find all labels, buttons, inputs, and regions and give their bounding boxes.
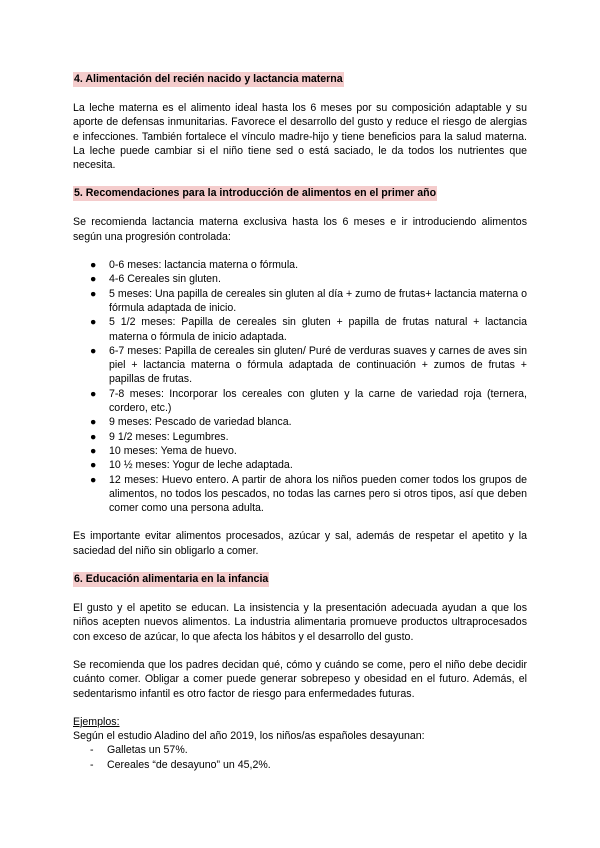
bullet-icon: ● — [90, 459, 97, 472]
list-item-text: 12 meses: Huevo entero. A partir de ahora los niños pueden comer todos los grupos de alimentos, no todos los pescados, no todas las carnes pero si otros tipos, así que deben comer como una persona adulta. — [109, 473, 527, 515]
list-item-text: 9 1/2 meses: Legumbres. — [109, 430, 229, 443]
bullet-icon: ● — [90, 473, 97, 486]
bullet-icon: ● — [90, 430, 97, 443]
list-item — [73, 315, 527, 344]
list-item — [73, 758, 527, 772]
list-item-text: 5 meses: Una papilla de cereales sin gluten al día + zumo de frutas+ lactancia materna o fórmula adaptada de inicio. — [109, 287, 527, 314]
examples-label — [73, 715, 527, 729]
list-item-text: 4-6 Cereales sin gluten. — [109, 273, 221, 286]
bullet-icon: ● — [90, 316, 97, 329]
bullet-icon: ● — [90, 287, 97, 300]
section-5-heading: 5. Recomendaciones para la introducción de alimentos en el primer año — [74, 187, 437, 200]
list-item-text: 10 meses: Yema de huevo. — [109, 444, 237, 457]
list-item — [73, 430, 527, 444]
examples-intro: Según el estudio Aladino del año 2019, los niños/as españoles desayunan: — [73, 730, 425, 743]
list-item — [73, 473, 527, 516]
section-5-closing: Es importante evitar alimentos procesados, azúcar y sal, además de respetar el apetito y la saciedad del niño sin obligarlo a comer. — [73, 530, 527, 557]
list-item-text: 9 meses: Pescado de variedad blanca. — [109, 416, 292, 429]
list-item — [73, 444, 527, 458]
list-item-text: 5 1/2 meses: Papilla de cereales sin gluten + papilla de frutas natural + lactancia materna o fórmula de inicio adaptada. — [109, 316, 527, 343]
list-item-text: Galletas un 57%. — [107, 744, 188, 757]
section-5-intro: Se recomienda lactancia materna exclusiva hasta los 6 meses e ir introduciendo alimentos según una progresión controlada: — [73, 216, 527, 243]
list-item-text: Cereales “de desayuno” un 45,2%. — [107, 758, 271, 771]
list-item — [73, 258, 527, 272]
list-item-text: 10 ½ meses: Yogur de leche adaptada. — [109, 459, 293, 472]
section-4 — [73, 72, 527, 172]
section-4-heading: 4. Alimentación del recién nacido y lactancia materna — [74, 73, 343, 85]
list-item — [73, 387, 527, 416]
examples-label-text: Ejemplos: — [73, 715, 120, 728]
bullet-icon: ● — [90, 416, 97, 429]
list-item — [73, 415, 527, 429]
examples-list — [73, 743, 527, 772]
bullet-icon: ● — [90, 259, 97, 272]
list-item — [73, 344, 527, 387]
bullet-icon: ● — [90, 444, 97, 457]
section-6-paragraph-1: El gusto y el apetito se educan. La insistencia y la presentación adecuada ayudan a que los niños acepten nuevos alimentos. La industria alimentaria promueve productos ultraprocesados con exceso de azúcar, lo que afecta los hábitos y el desarrollo del gusto. — [73, 602, 527, 643]
list-item — [73, 272, 527, 286]
list-item-text: 6-7 meses: Papilla de cereales sin gluten/ Puré de verduras suaves y carnes de aves sin piel + lactancia materna o fórmula adaptada de continuación + zumos de frutas + papillas de frutas. — [109, 344, 527, 386]
section-6 — [73, 572, 527, 772]
section-4-paragraph: La leche materna es el alimento ideal hasta los 6 meses por su composición adaptable y su aporte de defensas inmunitarias. Favorece el desarrollo del gusto y reduce el riesgo de alergias e infecciones. También fortalece el vínculo madre-hijo y tiene beneficios para la salud materna. La leche puede cambiar si el niño tiene sed o está saciado, le da todos los nutrientes que necesita. — [73, 102, 527, 172]
section-6-paragraph-2: Se recomienda que los padres decidan qué, cómo y cuándo se come, pero el niño debe decidir cuánto comer. Obligar a comer puede generar sobrepeso y obesidad en el futuro. Además, el sedentarismo infantil es otro factor de riesgo para enfermedades futuras. — [73, 658, 527, 700]
feeding-schedule-list — [73, 258, 527, 515]
section-5 — [73, 186, 527, 558]
list-item — [73, 287, 527, 316]
bullet-icon: ● — [90, 273, 97, 286]
bullet-icon: ● — [90, 344, 97, 357]
list-item — [73, 743, 527, 757]
section-6-heading: 6. Educación alimentaria en la infancia — [74, 573, 269, 586]
bullet-icon: ● — [90, 387, 97, 400]
list-item — [73, 458, 527, 472]
list-item-text: 0-6 meses: lactancia materna o fórmula. — [109, 259, 299, 272]
dash-icon: - — [90, 744, 94, 757]
dash-icon: - — [90, 758, 94, 771]
list-item-text: 7-8 meses: Incorporar los cereales con gluten y la carne de variedad roja (ternera, cordero, etc.) — [109, 387, 527, 415]
